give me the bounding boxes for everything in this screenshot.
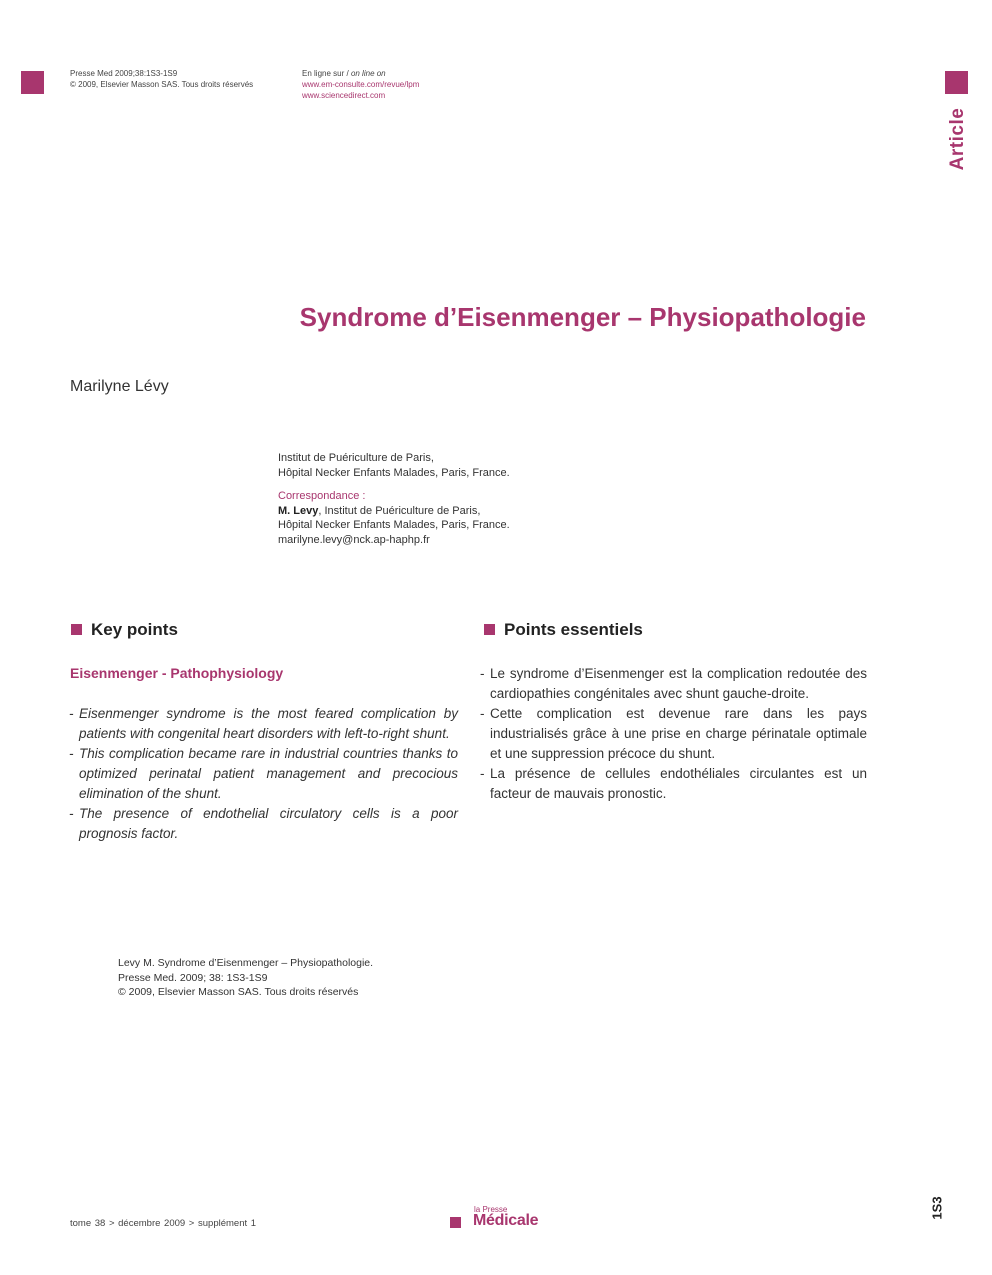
logo-small-text: la Presse <box>474 1205 508 1214</box>
header-square-left <box>21 71 44 94</box>
affiliation <box>278 451 510 480</box>
page-number-label: 1S3 <box>929 1196 945 1220</box>
header-square-right <box>945 71 968 94</box>
citation-line: © 2009, Elsevier Masson SAS. Tous droits réservés <box>118 986 359 998</box>
correspondence-email[interactable]: marilyne.levy@nck.ap-haphp.fr <box>278 533 430 546</box>
page-number <box>922 1196 952 1220</box>
section-tab <box>936 104 980 174</box>
citation-line: Presse Med. 2009; 38: 1S3-1S9 <box>118 971 268 984</box>
copyright-line: © 2009, Elsevier Masson SAS. Tous droits réservés <box>70 80 254 89</box>
correspondence-line: Hôpital Necker Enfants Malades, Paris, France. <box>278 519 510 531</box>
key-points-list <box>70 704 458 844</box>
list-item: - This complication became rare in industrial countries thanks to optimized perinatal patient management and precocious elimination of the shunt. <box>70 744 458 804</box>
list-item: - Le syndrome d’Eisenmenger est la complication redoutée des cardiopathies congénitales avec shunt gauche-droite. <box>481 664 867 704</box>
correspondence-name: M. Levy <box>278 504 319 517</box>
url-em-consulte[interactable]: www.em-consulte.com/revue/lpm <box>302 80 420 89</box>
list-item: - Eisenmenger syndrome is the most feared complication by patients with congenital heart disorders with left-to-right shunt. <box>70 704 458 744</box>
url-sciencedirect[interactable]: www.sciencedirect.com <box>302 91 386 100</box>
journal-reference <box>70 68 253 90</box>
citation <box>118 956 373 1000</box>
key-points-square <box>71 624 82 635</box>
affiliation-line: Hôpital Necker Enfants Malades, Paris, France. <box>278 466 510 479</box>
correspondence-label: Correspondance : <box>278 490 366 502</box>
article-title: Syndrome d’Eisenmenger – Physiopathologie <box>299 302 866 332</box>
affiliation-line: Institut de Puériculture de Paris, <box>278 452 434 464</box>
points-essentiels-list <box>481 664 867 804</box>
key-points-subtitle: Eisenmenger - Pathophysiology <box>70 665 284 681</box>
author-name: Marilyne Lévy <box>70 378 169 395</box>
logo-square-icon <box>450 1217 461 1228</box>
key-points-heading: Key points <box>91 620 178 639</box>
points-essentiels-square <box>484 624 495 635</box>
citation-line: Levy M. Syndrome d’Eisenmenger – Physiopathologie. <box>118 957 374 969</box>
correspondence <box>278 489 510 547</box>
journal-logo <box>450 1205 560 1233</box>
logo-big-text: Médicale <box>473 1212 539 1229</box>
section-tab-label: Article <box>947 107 968 171</box>
correspondence-institution: , Institut de Puériculture de Paris, <box>318 504 481 517</box>
online-label-en: on line on <box>350 69 386 78</box>
footer-issue: tome 38 > décembre 2009 > supplément 1 <box>70 1218 257 1229</box>
online-label <box>302 68 419 79</box>
list-item: - Cette complication est devenue rare dans les pays industrialisés grâce à une prise en charge périnatale optimale et une suppression précoce du shunt. <box>481 704 867 764</box>
journal-line: Presse Med 2009;38:1S3-1S9 <box>70 69 178 78</box>
list-item: - La présence de cellules endothéliales circulantes est un facteur de mauvais pronostic. <box>481 764 867 804</box>
online-info <box>302 68 419 101</box>
correspondence-line <box>278 504 510 519</box>
points-essentiels-heading: Points essentiels <box>504 620 643 639</box>
list-item: - The presence of endothelial circulatory cells is a poor prognosis factor. <box>70 804 458 844</box>
online-label-fr: En ligne sur / <box>302 69 349 78</box>
